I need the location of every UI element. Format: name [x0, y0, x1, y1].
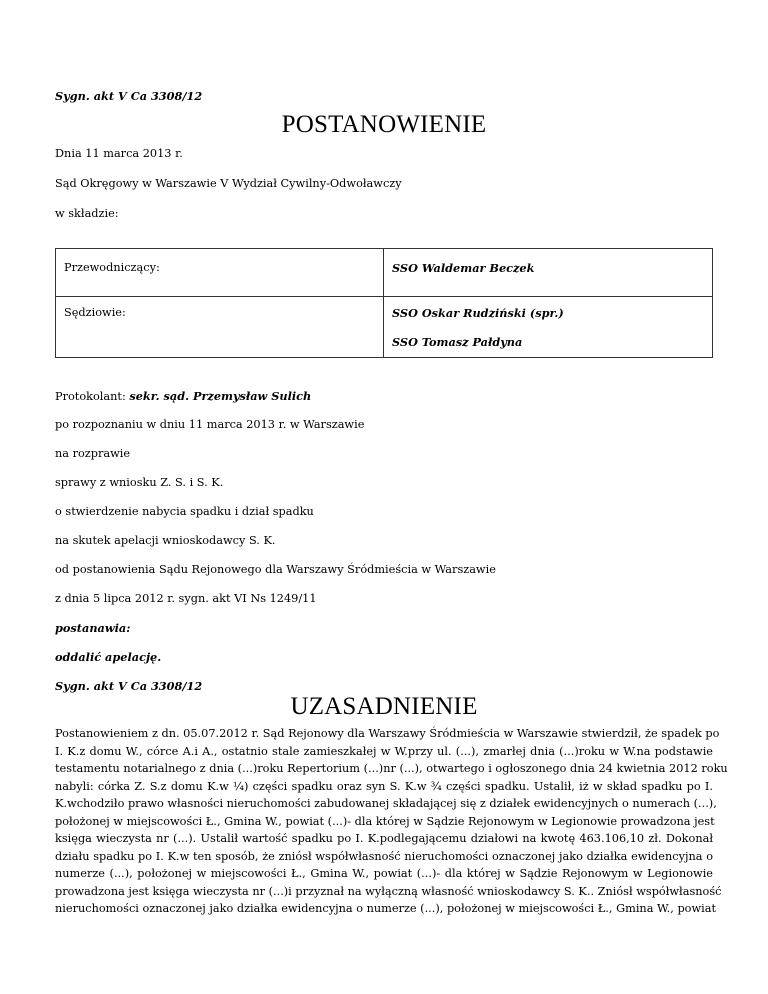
panel-table: [55, 248, 713, 358]
clerk-value: sekr. sąd. Przemysław Sulich: [129, 389, 312, 403]
reasons-line: położonej w miejscowości Ł., Gmina W., powiat (...)- dla której w Sądzie Rejonowym w Legionowie prowadzona jest: [55, 814, 715, 828]
reasons-title: UZASADNIENIE: [290, 693, 478, 720]
case-signature-bottom: Sygn. akt V Ca 3308/12: [55, 679, 203, 693]
reasons-line: prowadzona jest księga wieczysta nr (...)i przyznał na wyłączną własność wnioskodawcy S. K.. Zniósł współwłasność: [55, 884, 722, 898]
court-line: Sąd Okręgowy w Warszawie V Wydział Cywilny-Odwoławczy: [55, 177, 402, 190]
clerk-line: [55, 389, 311, 403]
reasons-paragraph: [55, 725, 728, 918]
clerk-label: Protokolant:: [55, 390, 130, 403]
ruling-text: oddalić apelację.: [55, 650, 162, 664]
session-line: na rozprawie: [55, 447, 131, 460]
reasons-line: testamentu notarialnego z dnia (...)roku Repertorium (...)nr (...), otwartego i ogłoszonego dnia 24 kwietnia 2012 roku: [55, 762, 728, 775]
judges-value-cell: [384, 297, 713, 358]
judge-1: SSO Oskar Rudziński (spr.): [392, 306, 564, 320]
reasons-line: Postanowieniem z dn. 05.07.2012 r. Sąd Rejonowy dla Warszawy Śródmieścia w Warszawie stwierdził, że spadek po: [55, 727, 720, 740]
subject-line: o stwierdzenie nabycia spadku i dział spadku: [55, 505, 314, 518]
composition-label: w składzie:: [55, 207, 119, 220]
case-signature-top: Sygn. akt V Ca 3308/12: [55, 89, 203, 103]
judge-2: SSO Tomasz Pałdyna: [392, 335, 523, 349]
appeal-line: na skutek apelacji wnioskodawcy S. K.: [55, 534, 276, 547]
chair-value-cell: [384, 249, 713, 297]
document-title: POSTANOWIENIE: [281, 111, 487, 138]
hearing-line: po rozpoznaniu w dniu 11 marca 2013 r. w Warszawie: [55, 418, 365, 431]
reasons-line: I. K.z domu W., córce A.i A., ostatnio stale zamieszkałej w W.przy ul. (...), zmarłej dnia (...)roku w W.na podstawie: [55, 744, 713, 758]
judges-label-cell: [56, 297, 384, 358]
chair-value: SSO Waldemar Beczek: [392, 261, 535, 275]
judges-label: Sędziowie:: [64, 306, 126, 319]
reasons-line: numerze (...), położonej w miejscowości Ł., Gmina W., powiat (...)- dla której w Sądzie Rejonowym w Legionowie: [55, 867, 713, 880]
reasons-line: K.wchodziło prawo własności nieruchomości zabudowanej składającej się z działek ewidencyjnych o numerach (...),: [55, 797, 717, 810]
reasons-line: działu spadku po I. K.w ten sposób, że zniósł współwłasność nieruchomości oznaczonej jako działka ewidencyjna o: [55, 849, 713, 863]
decision-of-line: od postanowienia Sądu Rejonowego dla Warszawy Śródmieścia w Warszawie: [55, 563, 496, 576]
case-line: sprawy z wniosku Z. S. i S. K.: [55, 476, 224, 489]
chair-label-cell: [56, 249, 384, 297]
reasons-line: nabyli: córka Z. S.z domu K.w ¼) części spadku oraz syn S. K.w ¾ części spadku. Ustalił, iż w skład spadku po I.: [55, 779, 713, 793]
chair-label: Przewodniczący:: [64, 261, 160, 274]
date-line: Dnia 11 marca 2013 r.: [55, 147, 183, 160]
reasons-line: nieruchomości oznaczonej jako działka ewidencyjna o numerze (...), położonej w miejscowości Ł., Gmina W., powiat: [55, 902, 717, 915]
decision-date-line: z dnia 5 lipca 2012 r. sygn. akt VI Ns 1249/11: [55, 592, 317, 605]
ruling-label: postanawia:: [55, 621, 131, 635]
reasons-line: księga wieczysta nr (...). Ustalił wartość spadku po I. K.podlegającemu działowi na kwotę 463.106,10 zł. Dokonał: [55, 832, 713, 845]
